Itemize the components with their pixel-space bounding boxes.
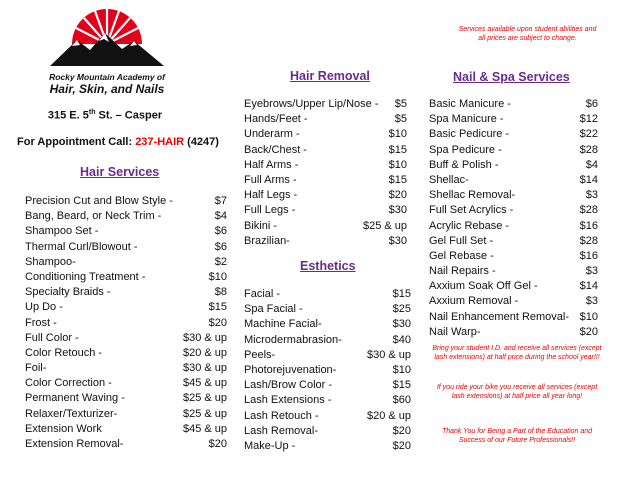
hair-services-title: Hair Services [80, 165, 160, 179]
service-price: $30 & up [182, 331, 227, 344]
service-name: Nail Warp- [429, 325, 481, 338]
price-row [25, 195, 227, 210]
service-price: $6 [585, 98, 598, 110]
price-row [244, 144, 407, 159]
service-name: Up Do - [25, 301, 63, 314]
price-row [429, 280, 598, 295]
price-row [429, 326, 598, 341]
service-price: $45 & up [182, 377, 227, 390]
service-price: $15 [388, 143, 407, 156]
service-name: Spa Facial - [244, 303, 303, 316]
price-row [25, 392, 227, 407]
service-price: $20 [392, 439, 411, 452]
service-price: $22 [579, 128, 598, 141]
notice-top: Services available upon student abilities and all prices are subject to change. [458, 26, 597, 42]
price-row [25, 286, 227, 301]
price-row [25, 301, 227, 316]
price-row [244, 425, 411, 440]
service-name: Underarm - [244, 128, 300, 141]
service-price: $3 [585, 189, 598, 202]
price-row [244, 128, 407, 143]
esthetics-list [244, 288, 411, 455]
price-row [244, 220, 407, 235]
service-name: Relaxer/Texturizer- [25, 407, 118, 420]
price-row [244, 410, 411, 425]
service-price: $3 [585, 265, 598, 278]
service-name: Bikini - [244, 219, 278, 232]
service-price: $20 & up [366, 409, 411, 422]
service-name: Photorejuvenation- [244, 363, 337, 376]
price-row [25, 256, 227, 271]
price-row [244, 159, 407, 174]
price-row [25, 332, 227, 347]
service-price: $5 [394, 113, 407, 126]
service-price: $16 [579, 249, 598, 262]
service-price: $28 [579, 143, 598, 156]
price-row [25, 225, 227, 240]
service-name: Gel Rebase - [429, 249, 494, 262]
service-price: $10 [388, 158, 407, 171]
notice-thank-you: Thank You for Being a Part of the Education and Success of our Future Professionals!! [441, 428, 593, 444]
price-row [25, 423, 227, 438]
service-name: Buff & Polish - [429, 158, 499, 171]
notice-bike: If you ride your bike you receive all services (except lash extensions) at half price all year long! [436, 384, 598, 400]
esthetics-title: Esthetics [300, 259, 356, 273]
service-price: $16 [579, 219, 598, 232]
service-price: $30 [388, 204, 407, 217]
price-row [25, 317, 227, 332]
nail-spa-title: Nail & Spa Services [453, 70, 570, 84]
price-row [244, 349, 411, 364]
price-row [429, 250, 598, 265]
price-row [429, 265, 598, 280]
service-name: Lash Retouch - [244, 409, 319, 422]
price-row [429, 220, 598, 235]
service-name: Gel Full Set - [429, 234, 494, 247]
service-price: $60 [392, 394, 411, 407]
service-name: Brazilian- [244, 234, 290, 247]
price-row [429, 311, 598, 326]
service-name: Specialty Braids - [25, 286, 111, 299]
logo-line-2: Hair, Skin, and Nails [49, 82, 165, 96]
service-price: $5 [394, 98, 407, 110]
service-price: $12 [579, 113, 598, 126]
service-price: $6 [214, 240, 227, 253]
service-price: $25 [392, 303, 411, 316]
service-price: $15 [388, 173, 407, 186]
service-name: Shampoo Set - [25, 225, 99, 238]
service-name: Basic Pedicure - [429, 128, 510, 141]
price-row [25, 438, 227, 453]
service-name: Full Arms - [244, 173, 297, 186]
nail-spa-list [429, 98, 598, 341]
service-name: Foil- [25, 362, 47, 375]
price-row [429, 295, 598, 310]
service-name: Make-Up - [244, 439, 296, 452]
price-row [25, 241, 227, 256]
service-price: $40 [392, 333, 411, 346]
service-name: Back/Chest - [244, 143, 307, 156]
service-name: Axxium Soak Off Gel - [429, 280, 538, 293]
price-row [429, 174, 598, 189]
service-price: $20 [392, 424, 411, 437]
service-price: $10 [579, 310, 598, 323]
service-name: Color Retouch - [25, 346, 103, 359]
service-name: Basic Manicure - [429, 98, 511, 110]
service-price: $28 [579, 204, 598, 217]
service-price: $15 [208, 301, 227, 314]
service-price: $2 [214, 255, 227, 268]
service-price: $30 & up [182, 362, 227, 375]
price-row [244, 204, 407, 219]
service-price: $10 [392, 363, 411, 376]
service-price: $25 & up [182, 407, 227, 420]
service-price: $30 & up [366, 348, 411, 361]
service-name: Shampoo- [25, 255, 76, 268]
service-name: Spa Manicure - [429, 113, 504, 126]
service-price: $20 [579, 325, 598, 338]
price-row [244, 318, 411, 333]
service-name: Half Arms - [244, 158, 299, 171]
price-row [244, 394, 411, 409]
service-name: Axxium Removal - [429, 295, 519, 308]
address: 315 E. 5th St. – Casper [47, 109, 163, 122]
service-price: $20 [388, 189, 407, 202]
service-name: Hands/Feet - [244, 113, 308, 126]
service-name: Facial - [244, 288, 281, 300]
price-row [25, 362, 227, 377]
price-row [429, 235, 598, 250]
appointment-line: For Appointment Call: 237-HAIR (4247) [17, 136, 219, 148]
price-row [244, 334, 411, 349]
service-price: $10 [388, 128, 407, 141]
service-name: Thermal Curl/Blowout - [25, 240, 138, 253]
service-price: $10 [208, 270, 227, 283]
price-row [244, 174, 407, 189]
service-name: Extension Removal- [25, 438, 124, 450]
service-price: $25 & up [362, 219, 407, 232]
service-name: Full Set Acrylics - [429, 204, 514, 217]
service-name: Conditioning Treatment - [25, 270, 146, 283]
service-name: Shellac Removal- [429, 189, 516, 202]
price-row [25, 210, 227, 225]
service-price: $3 [585, 295, 598, 308]
price-row [244, 440, 411, 455]
price-row [25, 347, 227, 362]
price-row [25, 271, 227, 286]
price-row [429, 128, 598, 143]
service-price: $30 [388, 234, 407, 247]
service-name: Acrylic Rebase - [429, 219, 510, 232]
service-price: $28 [579, 234, 598, 247]
service-name: Nail Enhancement Removal- [429, 310, 570, 323]
service-name: Nail Repairs - [429, 265, 496, 278]
service-name: Bang, Beard, or Neck Trim - [25, 210, 162, 223]
service-name: Permanent Waving - [25, 392, 125, 405]
service-name: Machine Facial- [244, 318, 322, 331]
price-row [429, 98, 598, 113]
service-price: $15 [392, 288, 411, 300]
price-row [429, 204, 598, 219]
price-row [429, 144, 598, 159]
hair-services-list [25, 195, 227, 453]
price-row [244, 98, 407, 113]
service-name: Half Legs - [244, 189, 298, 202]
service-name: Precision Cut and Blow Style - [25, 195, 173, 207]
logo-line-1: Rocky Mountain Academy of [49, 72, 165, 82]
hair-removal-list [244, 98, 407, 250]
price-row [429, 113, 598, 128]
mountain-sunburst-icon [42, 6, 172, 72]
service-price: $14 [579, 280, 598, 293]
price-row [244, 364, 411, 379]
service-name: Color Correction - [25, 377, 112, 390]
service-price: $4 [585, 158, 598, 171]
service-name: Microdermabrasion- [244, 333, 342, 346]
service-name: Eyebrows/Upper Lip/Nose - [244, 98, 379, 110]
service-name: Lash/Brow Color - [244, 379, 333, 392]
hair-removal-title: Hair Removal [290, 69, 370, 83]
service-name: Shellac- [429, 173, 469, 186]
service-price: $45 & up [182, 422, 227, 435]
price-row [244, 379, 411, 394]
service-price: $4 [214, 210, 227, 223]
service-name: Peels- [244, 348, 276, 361]
service-name: Lash Extensions - [244, 394, 332, 407]
service-price: $30 [392, 318, 411, 331]
service-name: Spa Pedicure - [429, 143, 502, 156]
service-name: Frost - [25, 316, 57, 329]
service-price: $20 & up [182, 346, 227, 359]
service-price: $25 & up [182, 392, 227, 405]
price-row [244, 235, 407, 250]
price-row [244, 113, 407, 128]
service-name: Full Color - [25, 331, 79, 344]
price-row [244, 189, 407, 204]
service-name: Full Legs - [244, 204, 296, 217]
service-price: $20 [208, 438, 227, 450]
service-price: $14 [579, 173, 598, 186]
service-price: $7 [214, 195, 227, 207]
service-price: $8 [214, 286, 227, 299]
service-price: $20 [208, 316, 227, 329]
price-row [429, 189, 598, 204]
price-row [25, 377, 227, 392]
price-row [244, 288, 411, 303]
price-row [25, 408, 227, 423]
academy-logo [22, 6, 192, 98]
service-price: $6 [214, 225, 227, 238]
notice-student-id: Bring your student I.D. and receive all services (except lash extensions) at half price during the school year!!! [432, 345, 602, 361]
price-row [429, 159, 598, 174]
price-row [244, 303, 411, 318]
service-name: Lash Removal- [244, 424, 318, 437]
service-price: $15 [392, 379, 411, 392]
service-name: Extension Work [25, 422, 102, 435]
